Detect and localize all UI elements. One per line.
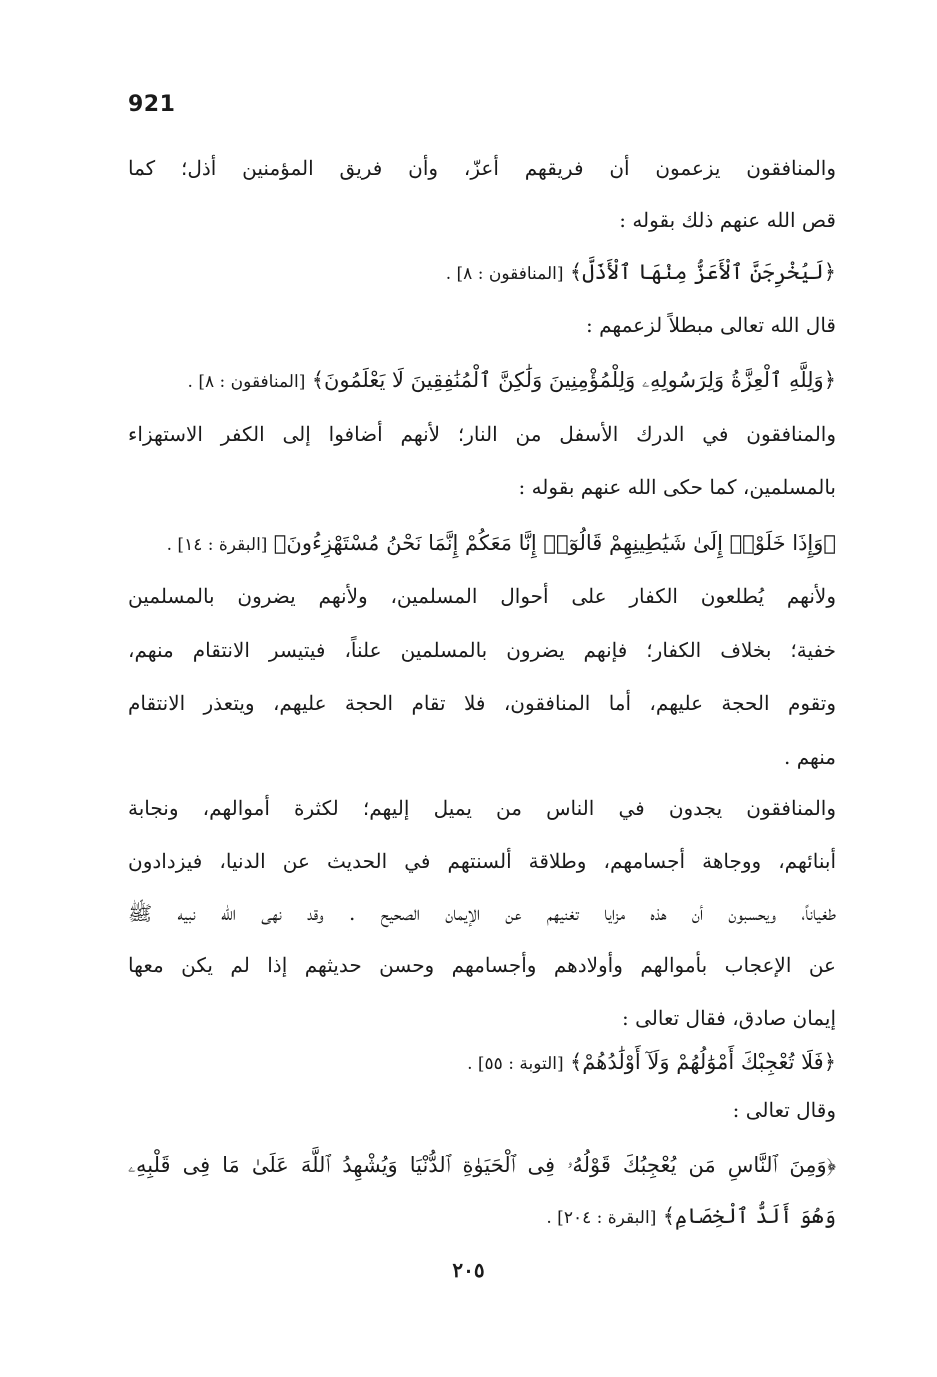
para5-line5: إيمان صادق، فقال تعالى :: [622, 1006, 836, 1030]
verse1: [128, 246, 864, 298]
para3-line2: بالمسلمين، كما حكى الله عنهم بقوله :: [518, 475, 836, 499]
para5-line4: عن الإعجاب بأموالهم وأولادهم وأجسامهم وحسن حديثهم إذا لم يكن معها: [128, 953, 836, 977]
verse1-ref: [المنافقون : ٨] .: [445, 264, 564, 284]
verse5-text-line2: وَهُوَ أَلَدُّ ٱلْخِصَامِ﴾: [662, 1204, 836, 1228]
verse5-line2: [128, 1190, 836, 1242]
para4-line4: منهم .: [784, 745, 836, 769]
verse4: [128, 1036, 864, 1088]
para6-line1: وقال تعالى :: [732, 1098, 836, 1122]
page-number-bottom: ٢٠٥: [452, 1258, 485, 1282]
para5-line3: طغياناً، ويحسبون أن هذه مزايا تغنيهم عن الإيمان الصحيح . وقد نهى الله نبيه ﷺ: [128, 901, 836, 925]
verse5-line1: [128, 1139, 864, 1191]
para1-line1: والمنافقون يزعمون أن فريقهم أعزّ، وأن فريق المؤمنين أذل؛ كما: [128, 156, 837, 180]
verse3-ref: [البقرة : ١٤] .: [166, 535, 268, 555]
verse2: [128, 354, 836, 406]
verse4-ref: [التوبة : ٥٥] .: [467, 1054, 564, 1074]
verse3-text: ﴿وَإِذَا خَلَوْا۟ إِلَىٰ شَيَٰطِينِهِمْ قَالُوٓا۟ إِنَّا مَعَكُمْ إِنَّمَا نَحْنُ مُسْتَهْزِءُونَ﴾: [273, 531, 836, 555]
para2-line1: قال الله تعالى مبطلاً لزعمهم :: [585, 313, 836, 337]
para3-line1: والمنافقون في الدرك الأسفل من النار؛ لأنهم أضافوا إلى الكفر الاستهزاء: [128, 422, 836, 446]
para4-line1: ولأنهم يُطلعون الكفار على أحوال المسلمين، ولأنهم يضرون بالمسلمين: [128, 584, 836, 608]
page-number-top: 921: [128, 92, 176, 117]
verse4-text: ﴿فَلَا تُعْجِبْكَ أَمْوَٰلُهُمْ وَلَآ أَوْلَٰدُهُمْ﴾: [570, 1050, 836, 1074]
verse3: [128, 517, 836, 569]
verse5-text-line1: ﴿وَمِنَ ٱلنَّاسِ مَن يُعْجِبُكَ قَوْلُهُۥ فِى ٱلْحَيَوٰةِ ٱلدُّنْيَا وَيُشْهِدُ ٱللَّهَ عَلَىٰ مَا فِى قَلْبِهِۦ: [128, 1153, 836, 1177]
para5-line2: أبنائهم، ووجاهة أجسامهم، وطلاقة ألسنتهم في الحديث عن الدنيا، فيزدادون: [128, 849, 836, 873]
para4-line3: وتقوم الحجة عليهم، أما المنافقون، فلا تقام الحجة عليهم، ويتعذر الانتقام: [128, 691, 836, 715]
verse2-text: ﴿وَلِلَّهِ ٱلْعِزَّةُ وَلِرَسُولِهِۦ وَلِلْمُؤْمِنِينَ وَلَٰكِنَّ ٱلْمُنَٰفِقِينَ لَا يَعْلَمُونَ﴾: [311, 368, 836, 392]
para5-line1: والمنافقون يجدون في الناس من يميل إليهم؛ لكثرة أموالهم، ونجابة: [128, 796, 836, 820]
para4-line2: خفية؛ بخلاف الكفار؛ فإنهم يضرون بالمسلمين علناً، فيتيسر الانتقام منهم،: [128, 638, 836, 662]
verse2-ref: [المنافقون : ٨] .: [187, 372, 306, 392]
verse1-text: ﴿لَيُخْرِجَنَّ ٱلْأَعَزُّ مِنْهَا ٱلْأَذَلَّ﴾: [569, 260, 836, 284]
para1-line2: قص الله عنهم ذلك بقوله :: [619, 208, 836, 232]
verse5-ref: [البقرة : ٢٠٤] .: [546, 1208, 657, 1228]
